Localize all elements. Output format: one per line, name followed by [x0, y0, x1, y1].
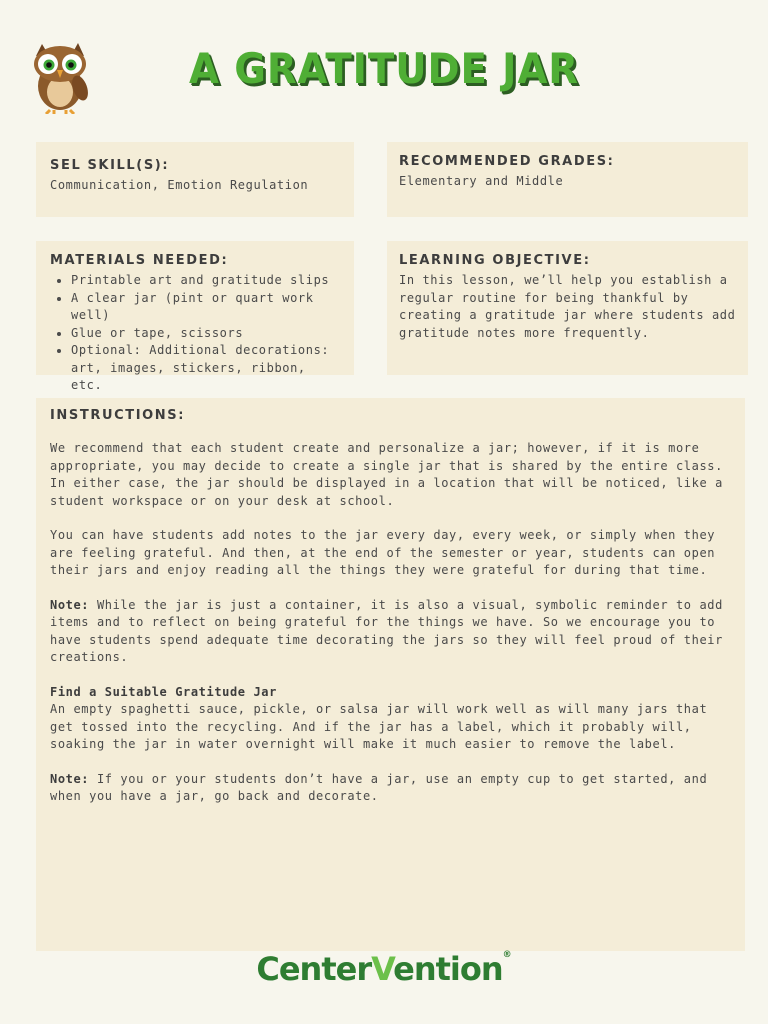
list-item: • A clear jar (pint or quart work well)	[71, 290, 340, 325]
registered-mark: ®	[502, 950, 512, 960]
materials-list	[50, 272, 340, 395]
materials-panel	[36, 241, 354, 392]
note-paragraph	[50, 771, 731, 806]
instructions-label: INSTRUCTIONS:	[50, 408, 186, 423]
learning-objective-label: LEARNING OBJECTIVE:	[399, 253, 591, 268]
list-item: • Optional: Additional decorations: art, images, stickers, ribbon, etc.	[71, 342, 340, 395]
learning-objective-panel	[387, 241, 748, 375]
note-text: If you or your students don’t have a jar, use an empty cup to get started, and when you have a jar, go back and decorate.	[50, 771, 708, 803]
list-item: • Glue or tape, scissors	[71, 325, 340, 343]
materials-label: MATERIALS NEEDED:	[50, 253, 229, 268]
logo-part: V	[371, 950, 394, 988]
recommended-grades-panel	[387, 142, 748, 217]
recommended-grades-label: RECOMMENDED GRADES:	[399, 154, 615, 169]
learning-objective-text: In this lesson, we’ll help you establish a regular routine for being thankful by creating a gratitude jar where students add gratitude notes more frequently.	[399, 273, 736, 340]
instructions-panel	[36, 398, 745, 951]
note-label: Note:	[50, 597, 90, 612]
instructions-paragraph: You can have students add notes to the jar every day, every week, or simply when they are feeling grateful. And then, at the end of the semester or year, students can open their jars and enjoy reading all the things they were grateful for during that time.	[50, 528, 716, 577]
logo-part: ention	[393, 950, 503, 988]
note-label: Note:	[50, 771, 90, 786]
sel-skills-panel	[36, 142, 354, 217]
find-jar-text: An empty spaghetti sauce, pickle, or salsa jar will work well as will many jars that get tossed into the recycling. And if the jar has a label, which it probably will, soaking the jar in water overnight will make it much easier to remove the label.	[50, 702, 708, 751]
logo-part: Center	[256, 950, 372, 988]
note-text: While the jar is just a container, it is also a visual, symbolic reminder to add items and to reflect on being grateful for the things we have. So we encourage you to have students spend adequate time decorating the jars so they will feel proud of their creations.	[50, 597, 723, 664]
recommended-grades-value: Elementary and Middle	[399, 174, 564, 188]
sel-skills-value: Communication, Emotion Regulation	[50, 178, 309, 192]
instructions-paragraph: We recommend that each student create and personalize a jar; however, if it is more appropriate, you may decide to create a single jar that is shared by the entire class. In either case, the jar should be displayed in a location that will be noticed, like a student workspace or on your desk at school.	[50, 441, 723, 508]
sel-skills-label: SEL SKILL(S):	[50, 158, 170, 173]
find-jar-section	[50, 684, 731, 754]
centervention-logo	[0, 950, 768, 988]
page-title: A GRATITUDE JAR	[189, 44, 579, 93]
find-jar-heading: Find a Suitable Gratitude Jar	[50, 684, 277, 699]
note-paragraph	[50, 597, 731, 667]
list-item: • Printable art and gratitude slips	[71, 272, 340, 290]
